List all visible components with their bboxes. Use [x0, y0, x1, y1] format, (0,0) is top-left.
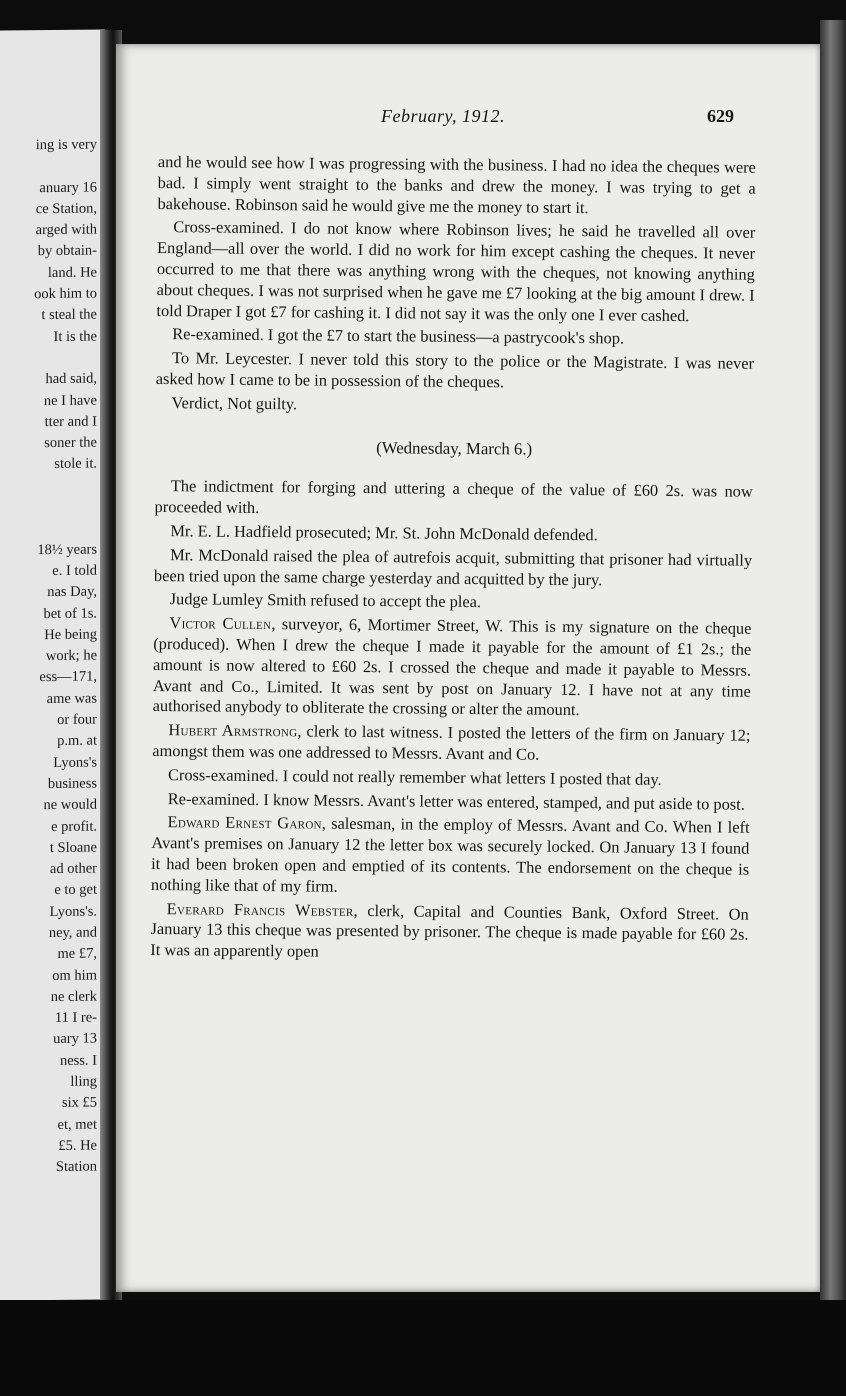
paragraph: Mr. E. L. Hadfield prosecuted; Mr. St. John McDonald defended. [170, 521, 598, 545]
paragraph-text: , surveyor, 6, Mortimer Street, W. This is my signature on the cheque (produced). When I drew the cheque I made it payable for the amount of £1 2s.; the amount is now altered to £60 2s. I crossed the cheque and made it payable to Messrs. Avant and Co., Limited. It was sent by post on January 12. I have not at any time authorised anybody to obliterate the crossing or alter the amount. [152, 614, 752, 720]
left-page-line: Station [55, 1158, 97, 1176]
left-page-line: ce Station, [35, 200, 97, 218]
left-page-line [0, 518, 97, 540]
witness-name: Everard Francis Webster [166, 898, 354, 920]
paragraph-lead: To Mr. Leycester. [171, 348, 293, 369]
paragraph-lead: Re-examined. [167, 788, 260, 809]
left-page-line: six £5 [61, 1094, 97, 1112]
verdict-text: Verdict, Not guilty. [171, 392, 298, 414]
left-page-line [0, 497, 97, 519]
paragraph-lead: Cross-examined. [173, 217, 284, 238]
paragraph-lead: Re-examined. [172, 324, 264, 345]
witness-paragraph [153, 613, 752, 723]
left-page-fragment [0, 29, 105, 1300]
left-page-line: e profit. [51, 818, 97, 835]
left-page-line: Lyons's. [49, 903, 97, 920]
witness-name: Hubert Armstrong [168, 720, 298, 741]
left-page-line: business [47, 775, 97, 792]
left-page-line: t Sloane [49, 839, 97, 856]
paragraph: Mr. McDonald raised the plea of autrefois acquit, submitting that prisoner had virtually been tried upon the same charge yesterday and acquitted by the jury. [153, 544, 753, 589]
witness-paragraph [150, 898, 749, 966]
paragraph [152, 788, 750, 815]
left-page-line: or four [57, 711, 97, 728]
left-page-line: anuary 16 [39, 179, 97, 196]
left-page-line: He being [44, 626, 97, 643]
left-page-line [0, 348, 97, 370]
page-number: 629 [707, 106, 734, 126]
paragraph-text: I know Messrs. Avant's letter was entered, stamped, and put aside to post. [259, 789, 745, 814]
paragraph: Judge Lumley Smith refused to accept the plea. [169, 589, 482, 612]
left-page-line: lling [70, 1073, 97, 1090]
scan-background [0, 1300, 846, 1396]
left-page-line: e. I told [52, 562, 97, 579]
paragraph-text: I do not know where Robinson lives; he said he travelled all over England—all over the world. I did no work for him except cashing the cheques. It never occurred to me that there was anything wrong with the cheques, not knowing anything about cheques. I was not surprised when he gave me £7 looking at the big amount I drew. I told Draper I got £7 for cashing it. I did not say it was the only one I ever cashed. [156, 218, 756, 325]
left-page-line: by obtain- [37, 243, 97, 260]
paragraph-text: , salesman, in the employ of Messrs. Avant and Co. When I left Avant's premises on January 12 the letter box was securely locked. On January 13 I found it had been broken open and emptied of its contents. The endorsement on the cheque is nothing like that of my firm. [150, 813, 750, 896]
paragraph-lead: Cross-examined. [167, 764, 279, 785]
left-page-line: tter and I [44, 413, 97, 430]
left-page-line: work; he [45, 647, 97, 665]
witness-paragraph [152, 720, 750, 767]
left-page-line [0, 156, 97, 178]
left-page-line: Lyons's [53, 754, 97, 771]
date-heading: (Wednesday, March 6.) [376, 437, 533, 459]
paragraph-text: , clerk, Capital and Counties Bank, Oxford Street. On January 13 this cheque was presented by prisoner. The cheque is made payable for £60 2s. It was an apparently open [150, 900, 749, 961]
left-page-line: arged with [35, 221, 97, 239]
paragraph-text: I never told this story to the police or the Magistrate. I was never asked how I came to be in possession of the cheques. [155, 349, 755, 392]
left-page-line: 11 I re- [54, 1009, 97, 1027]
witness-name: Victor Cullen [169, 613, 272, 634]
witness-paragraph [151, 812, 750, 901]
running-title: February, 1912. [381, 106, 505, 126]
left-page-line: 18½ years [37, 541, 97, 558]
left-page-line: ook him to [34, 285, 97, 303]
paragraph [156, 217, 755, 327]
left-page-line: stole it. [54, 455, 97, 473]
left-page-line: me £7, [57, 945, 97, 963]
left-page-line: £5. He [58, 1137, 97, 1154]
verdict [155, 393, 753, 420]
left-page-line: bet of 1s. [43, 605, 97, 622]
left-page-line: t steal the [41, 306, 97, 324]
left-page-line: uary 13 [53, 1031, 97, 1048]
paragraph-text: I could not really remember what letters I posted that day. [278, 765, 662, 789]
right-page [116, 44, 820, 1292]
paragraph [156, 348, 754, 395]
left-page-line: ne I have [43, 392, 97, 409]
left-page-line: ne would [43, 796, 97, 814]
witness-name: Edward Ernest Garon [167, 812, 322, 833]
left-page-line: ing is very [35, 136, 97, 154]
left-page-line: ad other [49, 860, 97, 878]
paragraph: The indictment for forging and uttering a cheque of the value of £60 2s. was now proceeded with. [154, 476, 753, 518]
left-page-line: ne clerk [50, 988, 97, 1005]
paragraph: and he would see how I was progressing with the business. I had no idea the cheques were bad. I simply went straight to the banks and drew the money. I was trying to get a bakehouse. Robinson said he would give me the money to start it. [157, 152, 756, 217]
left-page-line: ame was [46, 690, 97, 707]
page-body [150, 152, 756, 970]
left-page-line: It is the [53, 328, 97, 345]
page-header [116, 106, 820, 130]
paragraph [152, 765, 750, 792]
left-page-line: had said, [45, 370, 97, 388]
page-edge [820, 20, 846, 1360]
left-page-line: soner the [44, 434, 97, 452]
left-page-line [0, 475, 97, 497]
left-page-line: land. He [47, 264, 97, 281]
paragraph-text: , clerk to last witness. I posted the letters of the firm on January 12; amongst them was one addressed to Messrs. Avant and Co. [152, 721, 751, 764]
left-page-line: ness. I [59, 1052, 97, 1069]
left-page-line: ess—171, [39, 668, 97, 686]
left-page-line: et, met [57, 1116, 97, 1133]
paragraph-text: I got the £7 to start the business—a pastrycook's shop. [263, 325, 625, 348]
left-page-line: ney, and [48, 924, 97, 942]
left-page-line: om him [52, 967, 97, 984]
left-page-line: nas Day, [47, 583, 97, 601]
left-page-line: p.m. at [57, 732, 97, 750]
left-page-line: e to get [54, 881, 97, 899]
left-page-text [0, 135, 97, 1180]
paragraph [156, 324, 754, 351]
